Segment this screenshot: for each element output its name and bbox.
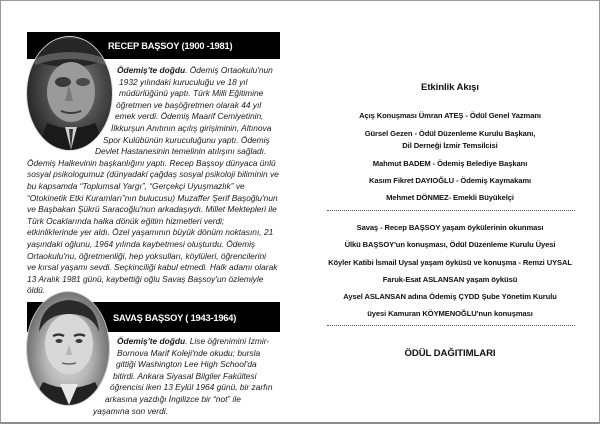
speaker-line: Gürsel Gezen - Ödül Düzenleme Kurulu Başkanı, [364, 129, 536, 138]
program-item: Savaş - Recep BAŞSOY yaşam öykülerinin okunması [356, 223, 544, 232]
program-item: Köyler Katibi İsmail Uysal yaşam öyküsü ve konuşma - Remzi UYSAL [328, 258, 572, 267]
savas-bassoy-biography: Ödemiş'te doğdu. Lise öğrenimini İzmir- Bornova Marif Koleji'nde okudu; bursla gittiği Washington Lee High School'da bitirdi. Ankara Siyasal Bilgiler Fakültesi öğrencisi iken 13 Eylül 1964 günü, bir zarfın arkasına yazdığı İngilizce bir “not” ile yaşamına son verdi. [93, 336, 273, 416]
speaker-line: Açış Konuşması Ümran ATEŞ - Ödül Genel Yazmanı [359, 111, 541, 120]
program-item: Ülkü BAŞSOY'un konuşması, Ödül Düzenleme Kurulu Üyesi [344, 240, 556, 249]
savas-bassoy-birthplace: Ödemiş'te doğdu [117, 336, 186, 346]
dotted-separator [327, 210, 575, 211]
speaker-line: Mahmut BADEM - Ödemiş Belediye Başkanı [372, 159, 528, 168]
program-item: Faruk-Esat ASLANSAN yaşam öyküsü [382, 275, 518, 284]
program-item: Aysel ASLANSAN adına Ödemiş ÇYDD Şube Yönetim Kurulu [343, 292, 557, 301]
speaker-line: Mehmet DÖNMEZ- Emekli Büyükelçi [386, 193, 514, 202]
right-page [300, 0, 600, 424]
recep-bassoy-biography: Ödemiş'te doğdu. Ödemiş Ortaokulu'nun 1932 yılındaki kuruculuğu ve 18 yıl müdürlüğünü yaptı. Türk Milli Eğitimine öğretmen ve başöğretmen olarak 44 yıl emek verdi. Ödemiş Maarif Cemiyetinin, İlkkurşun Anıtının açılış girişiminin, Altınova Spor Kulübünün kuruculuğunu yaptı. Ödemiş Devlet Hastanesinin temelinin atılışını sağladı. Ödemiş Halkevinin başkanlığını yaptı. Recep Başsoy dünyaca ünlü sosyal psikologumuz (dünyadaki çağdaş sosyal psikoloji biliminin ve bu kapsamda “Toplumsal Yargı”, “Gerçekçi Uyuşmazlık” ve “Otokinetik Etki Kuramları”nın bulucusu) Muzaffer Şerif Başoğlu'nun ve Başbakan Şükrü Saracoğlu'nun arkadaşıydı. Millet Mektepleri ile Türk Ocaklarında halka dönük eğitim hizmetleri verdi; etkinliklerinde yer aldı. Özel yaşamının büyük dönüm noktasını, 21 yaşındaki oğlunu, 1964 yılında kaybetmesi oluşturdu. Ödemiş Ortaokulu'nu, öğretmenliği, hep yoksulları, köylüleri, öğrencilerini ve kırsal yaşamı sevdi. Seçkinciliği kabul etmedi. Halk adamı olarak 13 Aralık 1981 günü, kaybettiği oğlu Savaş Başsoy'un özlemiyle öldü. [27, 65, 279, 296]
program-title: Etkinlik Akışı [421, 82, 479, 93]
recep-bassoy-birthplace: Ödemiş'te doğdu [117, 65, 186, 75]
dotted-separator [327, 325, 575, 326]
speaker-line: Kasım Fikret DAYIOĞLU - Ödemiş Kaymakamı [369, 176, 531, 185]
savas-bassoy-heading: SAVAŞ BAŞSOY ( 1943-1964) [113, 313, 237, 323]
speaker-line: Dil Derneği İzmir Temsilcisi [402, 141, 498, 150]
award-ceremony-heading: ÖDÜL DAĞITIMLARI [404, 348, 496, 359]
program-item: üyesi Kamuran KÖYMENOĞLU'nun konuşması [367, 309, 533, 318]
recep-bassoy-heading: RECEP BAŞSOY (1900 -1981) [108, 41, 233, 51]
